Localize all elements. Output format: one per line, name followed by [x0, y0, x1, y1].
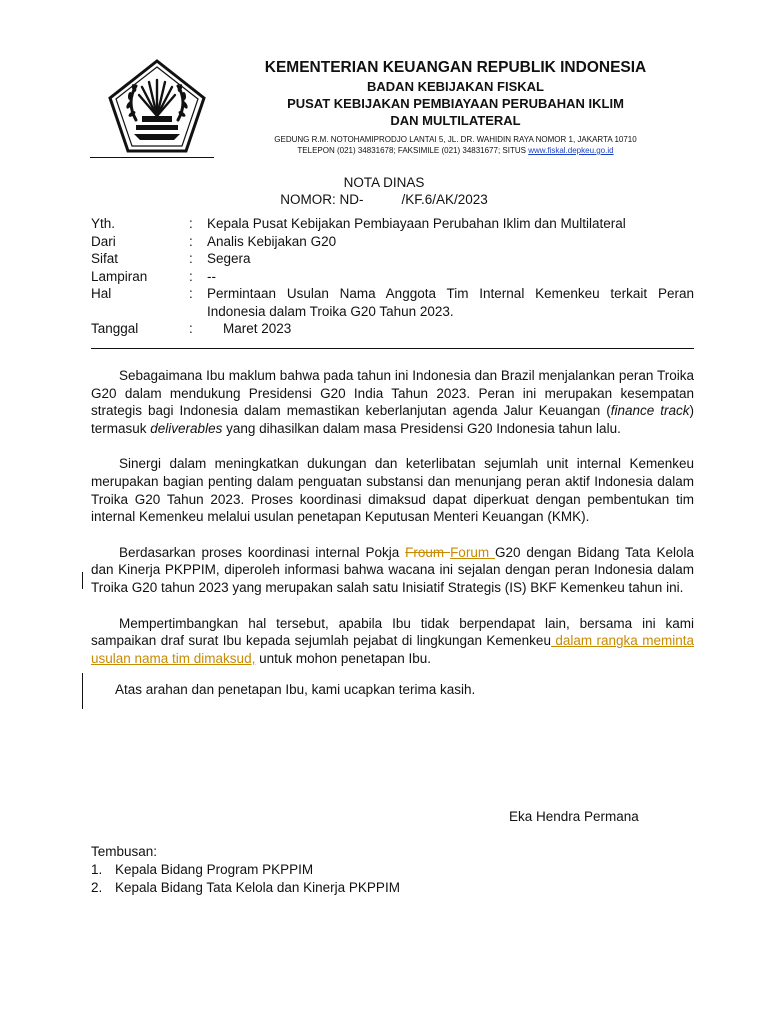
memo-body: [91, 367, 694, 717]
office-contact: [228, 145, 683, 156]
body-paragraph-3: [91, 544, 694, 597]
italic-term: deliverables: [150, 420, 223, 436]
change-bar: [82, 673, 83, 709]
number-prefix: NOMOR: ND-: [280, 192, 364, 207]
ministry-of-finance-emblem-icon: [106, 58, 208, 154]
cc-heading: Tembusan:: [91, 844, 158, 859]
paragraph-text: Berdasarkan proses koordinasi internal Pokja: [119, 544, 406, 560]
list-text: Kepala Bidang Program PKPPIM: [115, 862, 314, 877]
document-number: [0, 191, 768, 208]
list-number: 1.: [91, 862, 103, 877]
meta-key: Sifat: [91, 251, 119, 266]
italic-term: finance track: [610, 403, 690, 419]
meta-row-recipient: [91, 215, 694, 233]
center-name-line2: DAN MULTILATERAL: [390, 113, 521, 128]
meta-value: Permintaan Usulan Nama Anggota Tim Internal Kemenkeu terkait Peran Indonesia dalam Troika G20 Tahun 2023.: [207, 286, 694, 319]
meta-key: Yth.: [91, 216, 116, 231]
office-address: GEDUNG R.M. NOTOHAMIPRODJO LANTAI 5, JL. DR. WAHIDIN RAYA NOMOR 1, JAKARTA 10710: [274, 135, 637, 144]
meta-key: Dari: [91, 233, 116, 249]
number-suffix: /KF.6/AK/2023: [401, 192, 488, 207]
list-number: 2.: [91, 880, 103, 895]
paragraph-text: ) termasuk: [91, 403, 694, 436]
letterhead-divider: [90, 157, 214, 158]
tracked-deletion[interactable]: Froum: [405, 544, 451, 560]
body-paragraph-2: Sinergi dalam meningkatkan dukungan dan keterlibatan sejumlah unit internal Kemenkeu merupakan bagian penting dalam penguatan substansi dan menunjang peran aktif Indonesia dalam Troika G20 Tahun 2023. Proses koordinasi dimaksud dapat diperkuat dengan pembentukan tim internal Kemenkeu melalui usulan penetapan Keputusan Menteri Keuangan (KMK).: [91, 456, 694, 525]
list-item: [91, 879, 400, 897]
contact-text: TELEPON (021) 34831678; FAKSIMILE (021) 34831677; SITUS: [297, 146, 526, 155]
document-type: NOTA DINAS: [343, 175, 425, 190]
center-name-line1: PUSAT KEBIJAKAN PEMBIAYAAN PERUBAHAN IKLIM: [287, 96, 624, 111]
meta-colon: :: [189, 251, 193, 266]
meta-row-priority: [91, 250, 694, 268]
meta-value: Analis Kebijakan G20: [207, 233, 337, 249]
cc-list: [91, 843, 400, 897]
meta-colon: :: [189, 233, 193, 249]
body-paragraph-1: [91, 367, 694, 437]
paragraph-text: yang dihasilkan dalam masa Presidensi G20 Indonesia tahun lalu.: [222, 420, 621, 436]
change-bar: [82, 572, 83, 589]
meta-value: Kepala Pusat Kebijakan Pembiayaan Perubahan Iklim dan Multilateral: [207, 216, 626, 231]
header-divider: [91, 348, 694, 349]
tracked-insertion[interactable]: dalam rangka meminta usulan nama tim dimaksud,: [91, 633, 694, 666]
ministry-name: KEMENTERIAN KEUANGAN REPUBLIK INDONESIA: [264, 59, 647, 76]
meta-colon: :: [189, 216, 193, 231]
body-paragraph-4: [91, 615, 694, 668]
meta-row-subject: [91, 285, 694, 320]
letterhead: [228, 58, 683, 156]
meta-row-from: [91, 233, 694, 251]
agency-name: BADAN KEBIJAKAN FISKAL: [367, 79, 544, 94]
meta-row-date: [91, 320, 694, 338]
paragraph-text: Mempertimbangkan hal tersebut, apabila Ibu tidak berpendapat lain, bersama ini kami sampaikan draf surat Ibu kepada sejumlah pejabat di lingkungan Kemenkeu: [91, 615, 694, 649]
paragraph-text: G20 dengan Bidang Tata Kelola dan Kinerja PKPPIM, diperoleh informasi bahwa wacana ini sejalan dengan peran Indonesia dalam Troika G20 tahun 2023 yang merupakan salah satu Inisiatif Strategis (IS) BKF Kemenkeu tahun ini.: [91, 544, 694, 595]
list-item: [91, 861, 400, 879]
meta-key: Lampiran: [91, 268, 148, 284]
website-link[interactable]: www.fiskal.depkeu.go.id: [528, 146, 614, 155]
meta-colon: :: [189, 286, 193, 301]
body-paragraph-5: Atas arahan dan penetapan Ibu, kami ucapkan terima kasih.: [115, 682, 476, 698]
memo-header: [91, 215, 694, 338]
meta-value: --: [207, 268, 216, 284]
meta-key: Tanggal: [91, 321, 139, 336]
paragraph-text: Sebagaimana Ibu maklum bahwa pada tahun ini Indonesia dan Brazil menjalankan peran Troika G20 dalam mendukung Presidensi G20 India Tahun 2023. Peran ini merupakan kesempatan strategis bagi Indonesia dalam memastikan keberlanjutan agenda Jalur Keuangan (: [91, 368, 694, 419]
tracked-insertion[interactable]: Forum: [450, 544, 495, 560]
meta-value: Maret 2023: [223, 321, 292, 336]
meta-value: Segera: [207, 251, 251, 266]
meta-key: Hal: [91, 286, 112, 301]
meta-colon: :: [189, 268, 193, 284]
meta-colon: :: [189, 321, 193, 336]
list-text: Kepala Bidang Tata Kelola dan Kinerja PKPPIM: [115, 880, 400, 895]
meta-row-attachment: [91, 268, 694, 286]
signatory-name: Eka Hendra Permana: [509, 809, 639, 824]
paragraph-text: untuk mohon penetapan Ibu.: [255, 650, 431, 666]
